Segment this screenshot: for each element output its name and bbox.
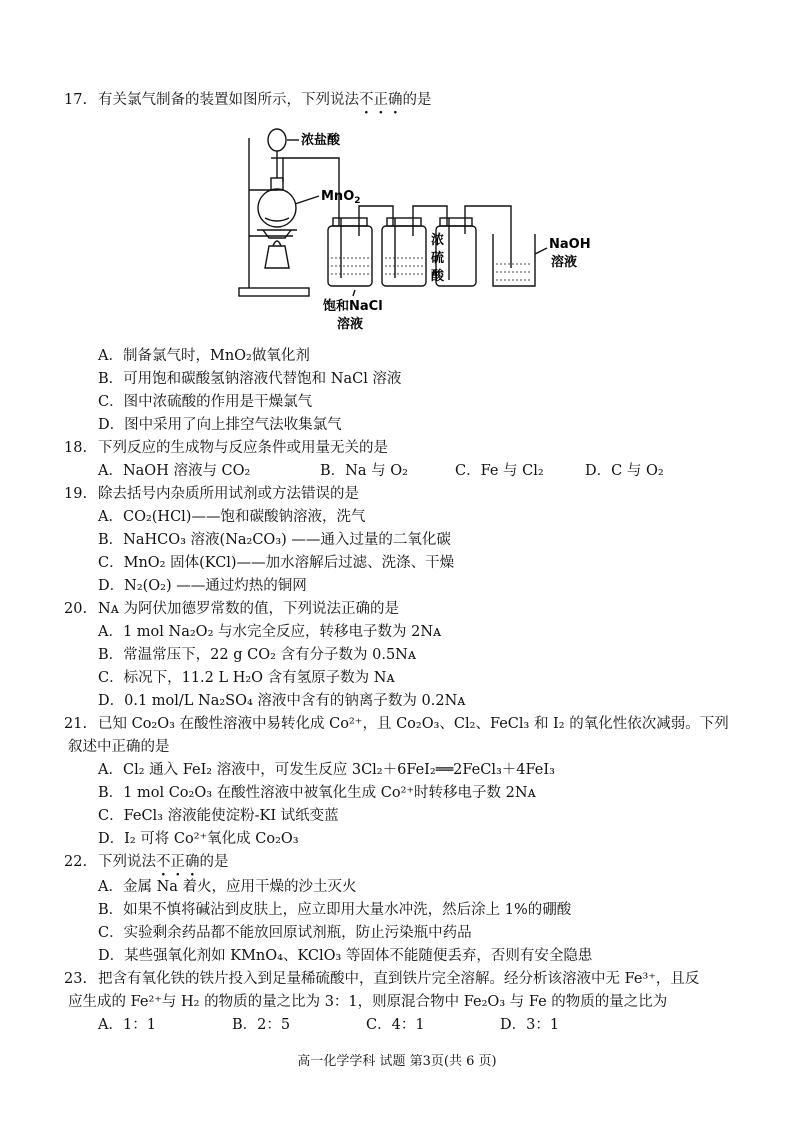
wash-bottle-h2so4 — [382, 226, 426, 286]
option-21-d: D．I₂ 可将 Co²⁺氧化成 Co₂O₃ — [98, 831, 299, 847]
question-stem: 有关氯气制备的装置如图所示，下列说法不正确的是 — [98, 92, 432, 108]
option-23-d: D．3：1 — [500, 1017, 560, 1033]
connector-2-3 — [413, 206, 447, 226]
question-stem: 下列说法不正确的是 — [98, 854, 229, 870]
option-18-a: A．NaOH 溶液与 CO₂ — [98, 463, 251, 479]
question-number: 20. — [64, 601, 88, 617]
option-23-a: A．1：1 — [98, 1017, 156, 1033]
stand-base — [239, 288, 309, 296]
question-number: 21. — [64, 716, 88, 732]
option-21-c: C．FeCl₃ 溶液能使淀粉-KI 试纸变蓝 — [98, 808, 339, 824]
chlorine-apparatus-figure — [235, 118, 605, 336]
option-17-a: A．制备氯气时，MnO₂做氧化剂 — [98, 348, 310, 364]
emphasis-text: 不正确 — [359, 92, 403, 108]
label-naoh-2: 溶液 — [551, 255, 578, 270]
option-18-d: D．C 与 O₂ — [585, 463, 664, 479]
page-footer: 高一化学学科 试题 第3页(共 6 页) — [297, 1054, 497, 1069]
question-stem: 除去括号内杂质所用试剂或方法错误的是 — [98, 486, 359, 502]
label-nacl-2: 溶液 — [337, 317, 364, 332]
label-h2so4-2: 硫 — [431, 251, 445, 266]
question-stem: 把含有氧化铁的铁片投入到足量稀硫酸中，直到铁片完全溶解。经分析该溶液中无 Fe³⁺，且反 — [98, 971, 700, 987]
alcohol-lamp — [265, 246, 289, 268]
question-21-cont: 叙述中正确的是 — [68, 739, 170, 755]
option-17-d: D．图中采用了向上排空气法收集氯气 — [98, 417, 342, 433]
label-h2so4-1: 浓 — [431, 233, 445, 248]
option-19-c: C．MnO₂ 固体(KCl)——加水溶解后过滤、洗涤、干燥 — [98, 555, 455, 571]
question-stem: 下列反应的生成物与反应条件或用量无关的是 — [98, 440, 388, 456]
question-number: 17. — [64, 92, 88, 108]
option-19-a: A．CO₂(HCl)——饱和碳酸钠溶液，洗气 — [98, 509, 366, 525]
option-22-a: A．金属 Na 着火，应用干燥的沙土灭火 — [98, 879, 357, 895]
connector-1-2 — [359, 206, 393, 226]
question-23-cont: 应生成的 Fe²⁺与 H₂ 的物质的量之比为 3：1，则原混合物中 Fe₂O₃ 与 Fe 的物质的量之比为 — [68, 994, 668, 1010]
funnel-bulb — [268, 129, 286, 151]
option-23-c: C．4：1 — [366, 1017, 425, 1033]
option-18-b: B．Na 与 O₂ — [320, 463, 408, 479]
question-number: 19. — [64, 486, 88, 502]
option-22-b: B．如果不慎将碱沾到皮肤上，应立即用大量水冲洗，然后涂上 1%的硼酸 — [98, 902, 572, 918]
label-h2so4-3: 酸 — [431, 269, 445, 284]
option-19-d: D．N₂(O₂) ——通过灼热的铜网 — [98, 578, 307, 594]
option-23-b: B．2：5 — [232, 1017, 291, 1033]
option-17-c: C．图中浓硫酸的作用是干燥氯气 — [98, 394, 313, 410]
label-mno2: MnO$_2$ — [321, 189, 361, 206]
question-number: 18. — [64, 440, 88, 456]
option-22-d: D．某些强氧化剂如 KMnO₄、KClO₃ 等固体不能随便丢弃，否则有安全隐患 — [98, 948, 593, 964]
option-20-d: D．0.1 mol/L Na₂SO₄ 溶液中含有的钠离子数为 0.2Nᴀ — [98, 693, 466, 709]
question-stem: 已知 Co₂O₃ 在酸性溶液中易转化成 Co²⁺，且 Co₂O₃、Cl₂、FeCl₃ 和 I₂ 的氧化性依次减弱。下列 — [98, 716, 729, 732]
option-17-b: B．可用饱和碳酸氢钠溶液代替饱和 NaCl 溶液 — [98, 371, 402, 387]
wash-bottle-nacl — [328, 226, 372, 286]
question-number: 22. — [64, 854, 88, 870]
option-18-c: C．Fe 与 Cl₂ — [455, 463, 544, 479]
option-20-a: A．1 mol Na₂O₂ 与水完全反应，转移电子数为 2Nᴀ — [98, 624, 442, 640]
option-19-b: B．NaHCO₃ 溶液(Na₂CO₃) ——通入过量的二氧化碳 — [98, 532, 451, 548]
label-nacl: 饱和NaCl — [323, 299, 383, 314]
question-number: 23. — [64, 971, 88, 987]
option-20-b: B．常温常压下，22 g CO₂ 含有分子数为 0.5Nᴀ — [98, 647, 417, 663]
option-21-b: B．1 mol Co₂O₃ 在酸性溶液中被氧化生成 Co²⁺时转移电子数 2Nᴀ — [98, 785, 536, 801]
label-naoh: NaOH — [549, 237, 591, 252]
option-20-c: C．标况下，11.2 L H₂O 含有氢原子数为 Nᴀ — [98, 670, 395, 686]
label-acid: 浓盐酸 — [301, 133, 341, 148]
option-21-a: A．Cl₂ 通入 FeI₂ 溶液中，可发生反应 3Cl₂＋6FeI₂══2FeCl₃＋4FeI₃ — [98, 762, 555, 778]
connector-3-beaker — [465, 206, 511, 268]
emphasis-text: 不正确 — [156, 854, 200, 870]
question-stem: Nᴀ 为阿伏加德罗常数的值，下列说法正确的是 — [98, 601, 399, 617]
option-22-c: C．实验剩余药品都不能放回原试剂瓶，防止污染瓶中药品 — [98, 925, 472, 941]
naoh-beaker — [493, 234, 535, 286]
